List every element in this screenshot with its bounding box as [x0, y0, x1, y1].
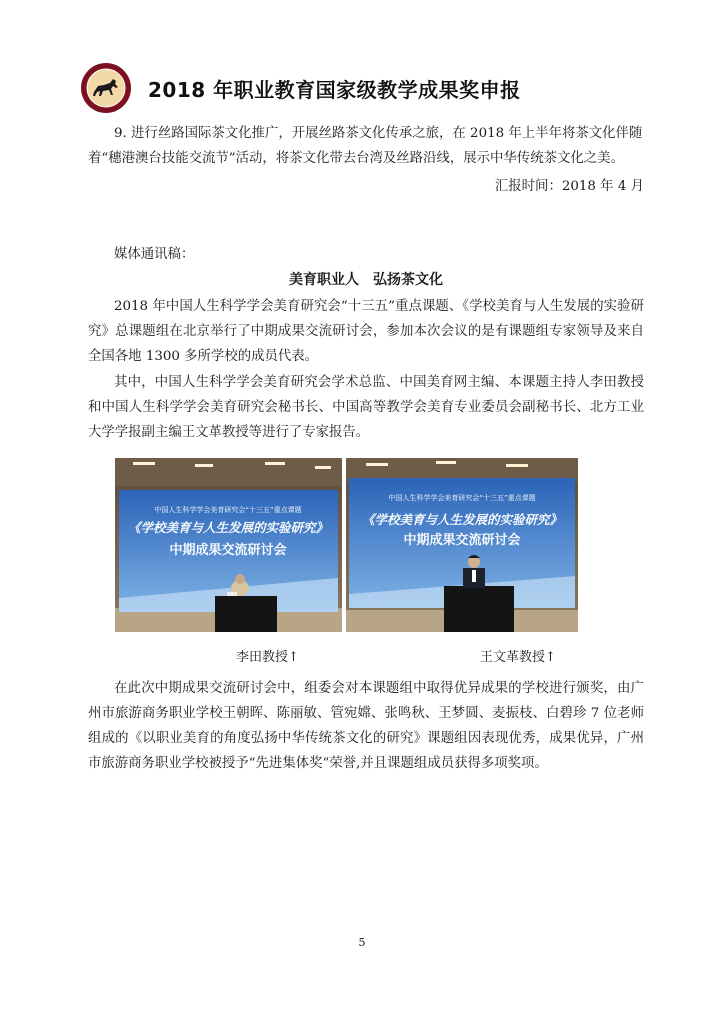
report-time: 汇报时间：2018 年 4 月 [494, 179, 644, 194]
article-title: 美育职业人 弘扬茶文化 [289, 272, 443, 288]
banner-line-1: 中国人生科学学会美育研究会“十三五”重点课题 [388, 494, 536, 502]
banner-line-1: 中国人生科学学会美育研究会“十三五”重点课题 [154, 506, 302, 514]
school-logo [80, 62, 132, 114]
banner-line-3: 中期成果交流研讨会 [169, 543, 287, 558]
page-header [80, 62, 680, 114]
page-number: 5 [358, 936, 366, 949]
caption-li-tian: 李田教授↑ [236, 650, 299, 665]
caption-wang-wenge: 王文革教授↑ [480, 650, 556, 665]
media-label: 媒体通讯稿： [114, 247, 195, 262]
item9-line2: 着“穗港澳台技能交流节”活动，将茶文化带去台湾及丝路沿线，展示中华传统茶文化之美。 [88, 151, 624, 166]
paragraph-1: 2018 年中国人生科学学会美育研究会“十三五”重点课题、《学校美育与人生发展的实验研究》总课题组在北京举行了中期成果交流研讨会，参加本次会议的是有课题组专家领导及来自全国各地 1300 多所学校的成员代表。 [88, 299, 644, 364]
podium-table [215, 596, 277, 632]
banner-line-3: 中期成果交流研讨会 [403, 533, 521, 548]
paragraph-3: 在此次中期成果交流研讨会中，组委会对本课题组中取得优异成果的学校进行颁奖，由广州市旅游商务职业学校王朝晖、陈丽敏、管宛嫦、张鸣秋、王梦圆、麦振枝、白碧珍 7 位老师组成的《以职业美育的角度弘扬中华传统茶文化的研究》课题组因表现优秀，成果优异，广州市旅游商务职业学校被授予“先进集体奖”荣誉,并且课题组成员获得多项奖项。 [88, 681, 644, 771]
banner-line-2: 《学校美育与人生发展的实验研究》 [127, 520, 329, 535]
paragraph-2: 其中，中国人生科学学会美育研究会学术总监、中国美育网主编、本课题主持人李田教授和中国人生科学学会美育研究会秘书长、中国高等教学会美育专业委员会副秘书长、北方工业大学学报副主编王文革教授等进行了专家报告。 [88, 375, 644, 440]
podium-table [444, 586, 514, 632]
photo-wang-wenge [346, 458, 578, 632]
page-title: 2018 年职业教育国家级教学成果奖申报 [148, 78, 521, 102]
item9-line1: 9. 进行丝路国际茶文化推广，开展丝路茶文化传承之旅，在 2018 年上半年将茶文化伴随 [114, 126, 643, 141]
photo-li-tian [115, 458, 342, 632]
banner-line-2: 《学校美育与人生发展的实验研究》 [361, 512, 563, 527]
